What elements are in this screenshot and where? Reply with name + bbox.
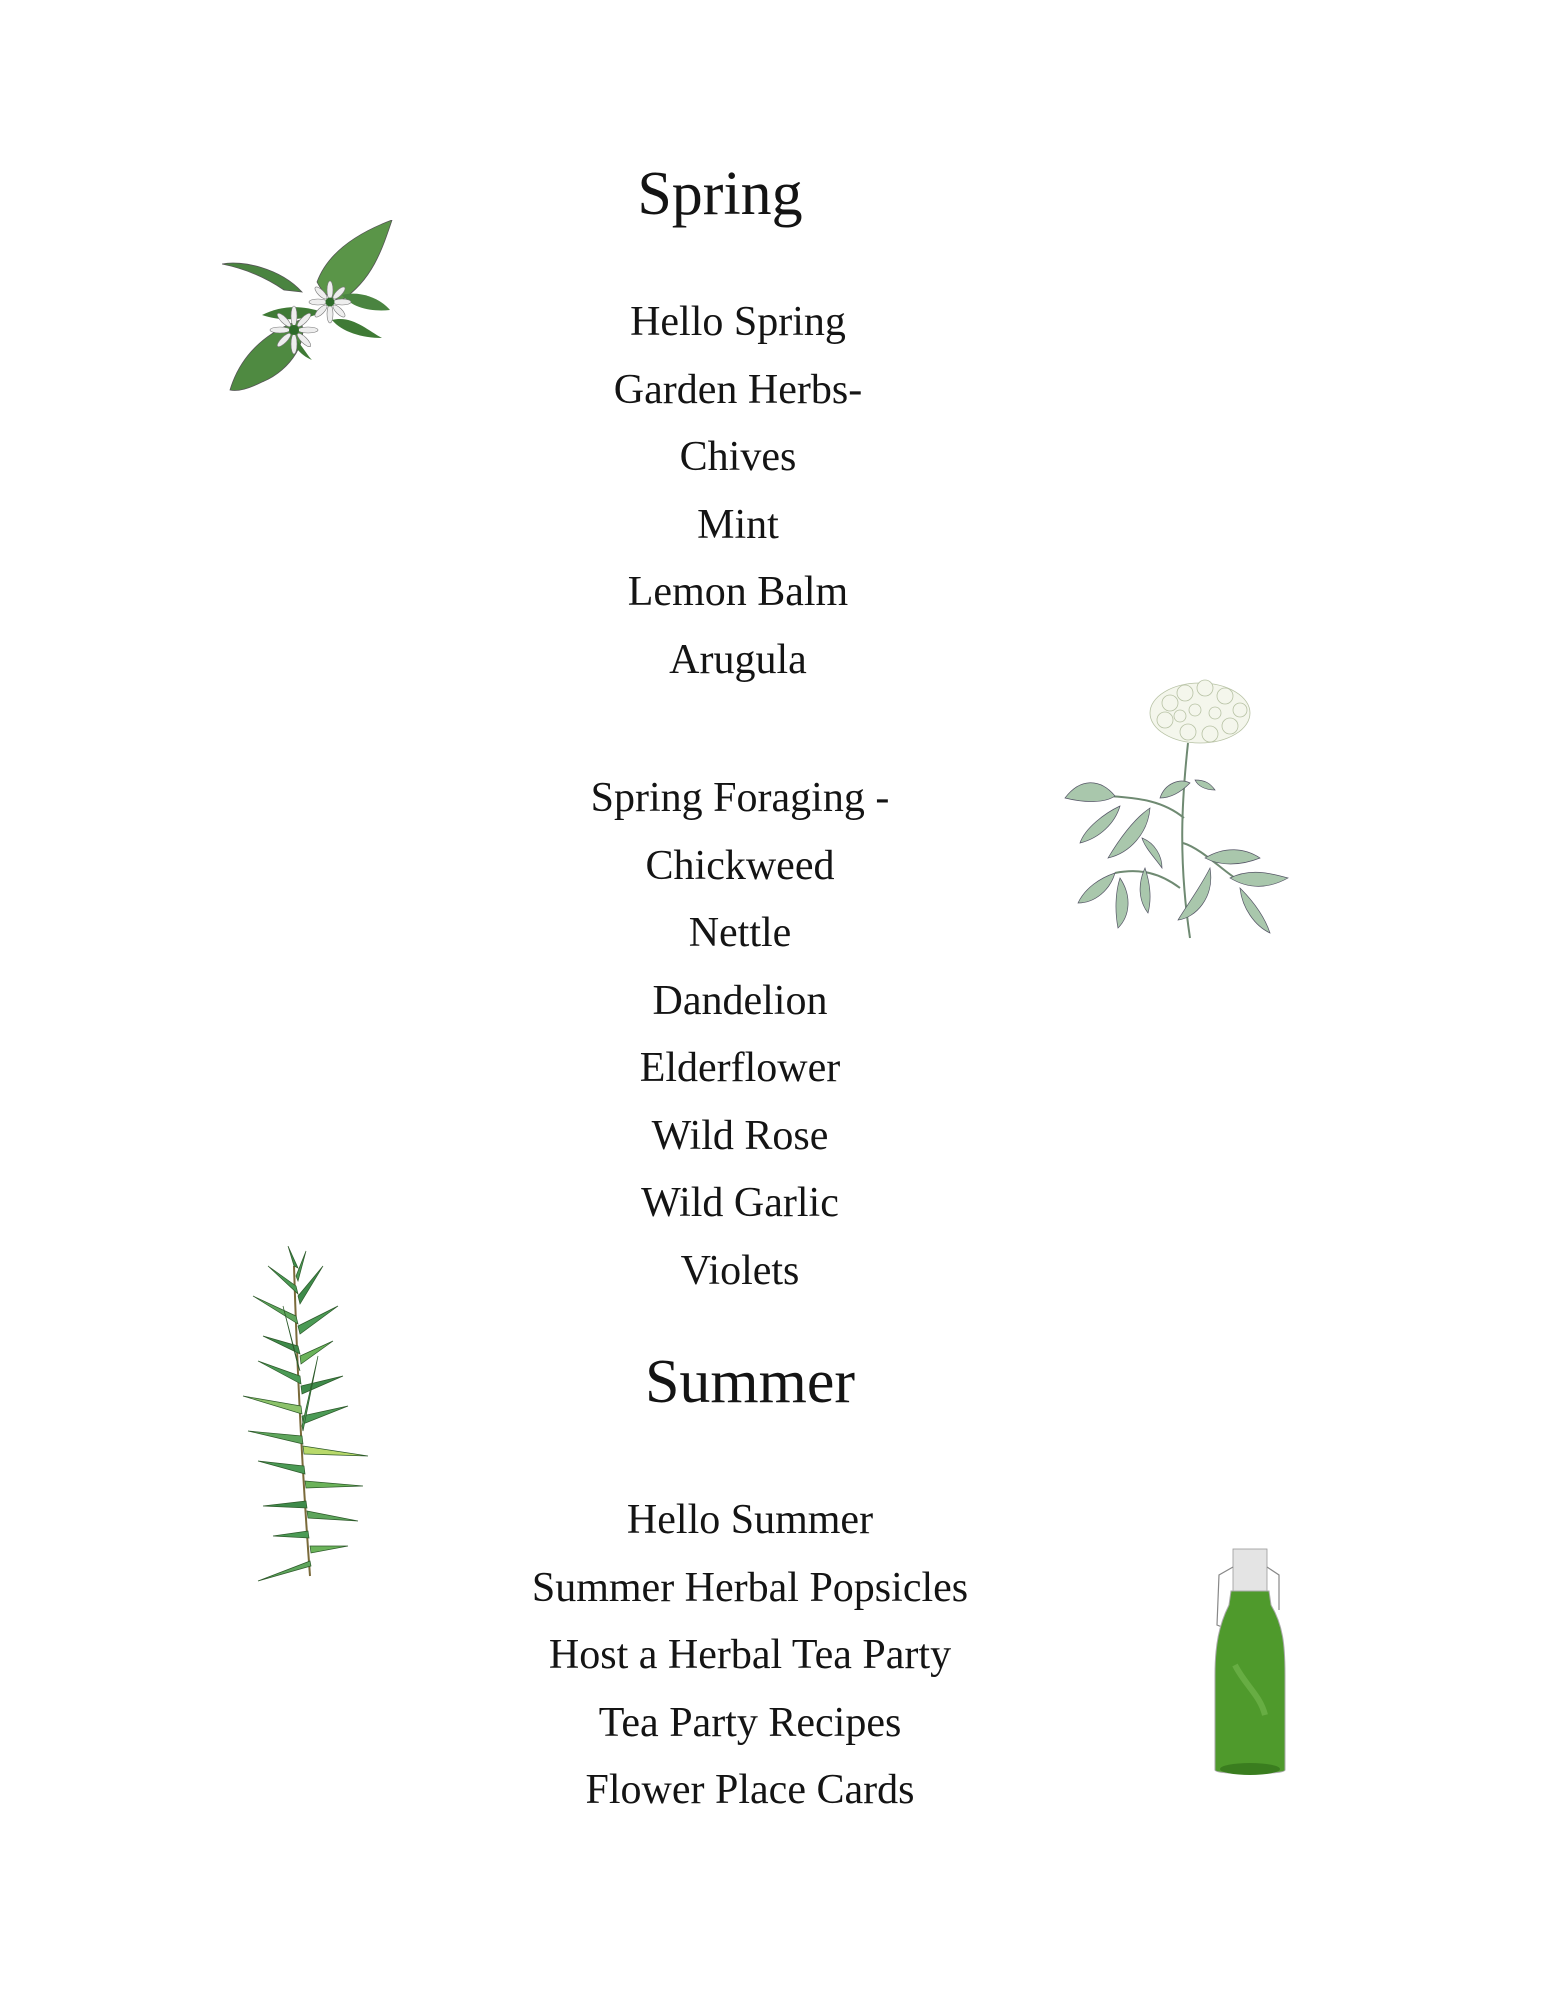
elderflower-leaves	[1065, 780, 1288, 933]
list-item: Garden Herbs-	[613, 366, 863, 413]
chickweed-leaves	[222, 220, 392, 391]
spring-foraging-list	[420, 765, 1060, 1305]
list-item: Mint	[697, 501, 779, 548]
list-item: Wild Garlic	[641, 1180, 839, 1226]
summer-list	[430, 1487, 1070, 1825]
spring-heading: Spring	[637, 160, 803, 228]
elderflower-illustration-icon	[1060, 668, 1290, 940]
rosemary-illustration-icon	[238, 1246, 374, 1584]
bottle-body	[1215, 1591, 1285, 1775]
summer-heading: Summer	[644, 1348, 856, 1416]
spring-garden-list	[418, 289, 1058, 694]
list-item: Summer Herbal Popsicles	[531, 1564, 969, 1611]
list-item: Spring Foraging -	[590, 775, 890, 821]
list-item: Tea Party Recipes	[598, 1699, 902, 1746]
list-item: Violets	[680, 1247, 800, 1294]
list-item: Wild Rose	[651, 1112, 829, 1159]
rosemary-needles	[243, 1246, 368, 1581]
list-item: Host a Herbal Tea Party	[548, 1632, 952, 1678]
list-item: Hello Spring	[630, 299, 846, 345]
list-item: Nettle	[688, 910, 792, 956]
list-item: Chives	[679, 434, 797, 480]
chickweed-flowers	[270, 281, 351, 354]
green-bottle-illustration-icon	[1205, 1545, 1295, 1780]
elderflower-blossom	[1150, 680, 1250, 743]
chickweed-illustration-icon	[222, 220, 397, 398]
list-item: Flower Place Cards	[585, 1767, 915, 1813]
list-item: Hello Summer	[626, 1497, 874, 1543]
list-item: Dandelion	[652, 977, 828, 1024]
list-item: Chickweed	[645, 842, 835, 889]
list-item: Elderflower	[639, 1045, 841, 1091]
list-item: Arugula	[669, 636, 807, 683]
list-item: Lemon Balm	[627, 569, 849, 615]
